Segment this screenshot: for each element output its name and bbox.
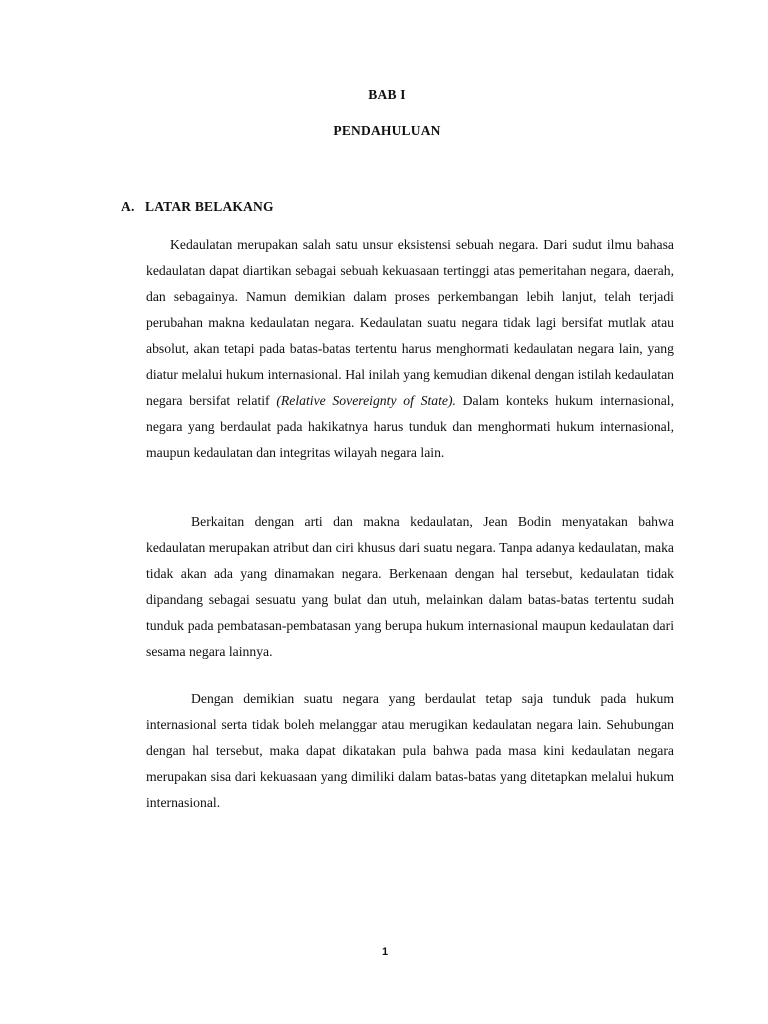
paragraph-2: Berkaitan dengan arti dan makna kedaulatan, Jean Bodin menyatakan bahwa kedaulatan merupakan atribut dan ciri khusus dari suatu negara. Tanpa adanya kedaulatan, maka tidak akan ada yang dinamakan negara. Berkenaan dengan hal tersebut, kedaulatan tidak dipandang sebagai sesuatu yang bulat dan utuh, melainkan dalam batas-batas tertentu sudah tunduk pada pembatasan-pembatasan yang berupa hukum internasional maupun kedaulatan dari sesama negara lainnya. (146, 514, 674, 659)
paragraph-3: Dengan demikian suatu negara yang berdaulat tetap saja tunduk pada hukum internasional serta tidak boleh melanggar atau merugikan kedaulatan negara lain. Sehubungan dengan hal tersebut, maka dapat dikatakan pula bahwa pada masa kini kedaulatan negara merupakan sisa dari kekuasaan yang dimiliki dalam batas-batas yang ditetapkan melalui hukum internasional. (146, 691, 674, 810)
paragraph-1-italic-term: (Relative Sovereignty of State). (276, 393, 456, 408)
paragraph-1-text-continued: Dalam konteks hukum internasional, negara yang berdaulat pada hakikatnya harus tunduk dan menghormati hukum internasional, maupun kedaulatan dan integritas wilayah negara lain. (146, 393, 674, 460)
section-number: A. (121, 199, 135, 214)
chapter-title: PENDAHULUAN (333, 123, 441, 138)
paragraph-1-text: Kedaulatan merupakan salah satu unsur eksistensi sebuah negara. Dari sudut ilmu bahasa kedaulatan dapat diartikan sebagai sebuah kekuasaan tertinggi atas pemeritahan negara, daerah, dan sebagainya. Namun demikian dalam proses perkembangan lebih lanjut, telah terjadi perubahan makna kedaulatan negara. Kedaulatan suatu negara tidak lagi bersifat mutlak atau absolut, akan tetapi pada batas-batas tertentu harus menghormati kedaulatan negara lain, yang diatur melalui hukum internasional. Hal inilah yang kemudian dikenal dengan istilah kedaulatan negara bersifat relatif (146, 237, 674, 408)
section-heading (121, 199, 274, 215)
page-number: 1 (381, 946, 389, 958)
section-title: LATAR BELAKANG (145, 199, 274, 214)
paragraph-1 (146, 232, 674, 466)
chapter-label: BAB I (368, 87, 406, 102)
